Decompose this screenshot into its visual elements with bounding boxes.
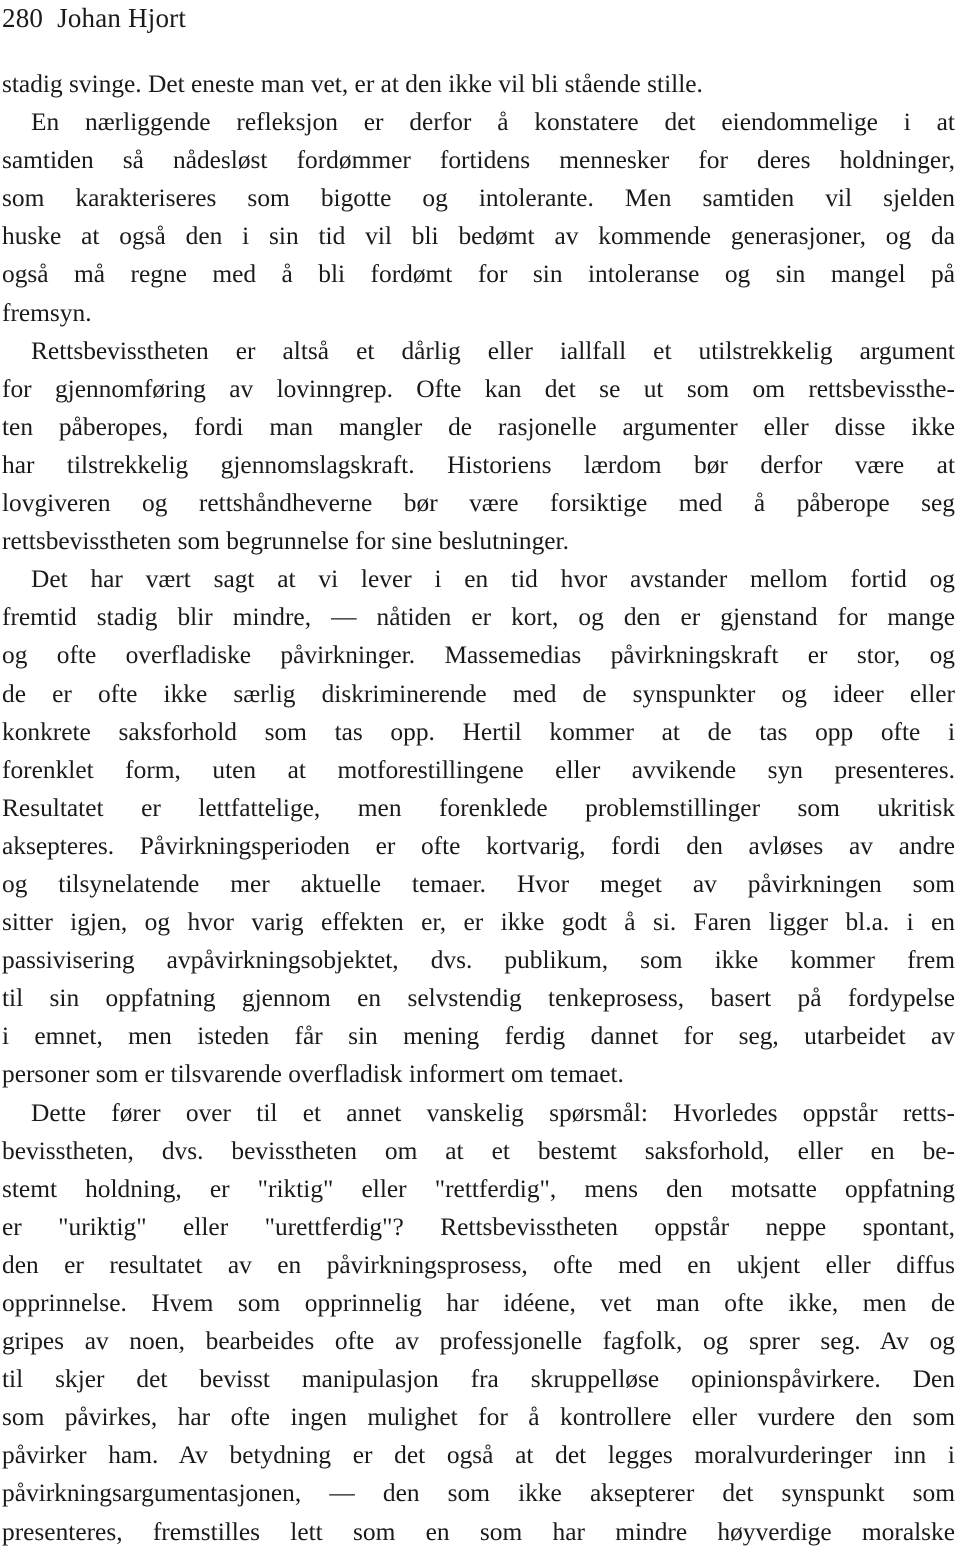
text-line: personer som er tilsvarende overfladisk informert om temaet. [2,1060,624,1089]
text-line: er "uriktig" eller "urettferdig"? Rettsbevisstheten oppstår neppe spontant, [2,1212,955,1241]
text-line: aksepteres. Påvirkningsperioden er ofte kortvarig, fordi den avløses av andre [2,831,955,860]
text-line: Rettsbevisstheten er altså et dårlig eller iallfall et utilstrekkelig argument [31,336,955,365]
body-text [2,65,955,1551]
text-line: for gjennomføring av lovinngrep. Ofte kan det se ut som om rettsbevissthe- [2,374,955,403]
text-line: har tilstrekkelig gjennomslagskraft. Historiens lærdom bør derfor være at [2,450,955,479]
text-line: lovgiveren og rettshåndheverne bør være forsiktige med å påberope seg [2,489,955,518]
text-line: og tilsynelatende mer aktuelle temaer. Hvor meget av påvirkningen som [2,869,955,898]
text-line: som påvirkes, har ofte ingen mulighet for å kontrollere eller vurdere den som [2,1403,955,1432]
text-line: stadig svinge. Det eneste man vet, er at den ikke vil bli stående stille. [2,70,703,98]
text-line: Dette fører over til et annet vanskelig spørsmål: Hvorledes oppstår retts- [31,1098,955,1127]
text-line: og ofte overfladiske påvirkninger. Massemedias påvirkningskraft er stor, og [2,641,955,670]
text-line: fremsyn. [2,298,92,327]
text-line: konkrete saksforhold som tas opp. Hertil kommer at de tas opp ofte i [2,717,955,746]
text-line: presenteres, fremstilles lett som en som har mindre høyverdige moralske [2,1517,955,1546]
text-line: også må regne med å bli fordømt for sin intoleranse og sin mangel på [2,260,955,289]
text-line: forenklet form, uten at motforestillingene eller avvikende syn presenteres. [2,755,955,784]
text-line: passivisering avpåvirkningsobjektet, dvs. publikum, som ikke kommer frem [2,946,955,975]
text-line: i emnet, men isteden får sin mening ferdig dannet for seg, utarbeidet av [2,1022,955,1051]
text-line: Det har vært sagt at vi lever i en tid hvor avstander mellom fortid og [31,565,955,594]
text-line: rettsbevisstheten som begrunnelse for sine beslutninger. [2,527,569,556]
text-line: Resultatet er lettfattelige, men forenklede problemstillinger som ukritisk [2,793,955,822]
text-line: En nærliggende refleksjon er derfor å konstatere det eiendommelige i at [31,108,955,137]
text-line: fremtid stadig blir mindre, — nåtiden er kort, og den er gjenstand for mange [2,603,955,632]
text-line: opprinnelse. Hvem som opprinnelig har idéene, vet man ofte ikke, men de [2,1289,955,1317]
text-line: til sin oppfatning gjennom en selvstendig tenkeprosess, basert på fordypelse [2,984,955,1013]
text-line: huske at også den i sin tid vil bli bedømt av kommende generasjoner, og da [2,222,955,251]
page-number: 280 [2,3,44,33]
text-line: påvirkningsargumentasjonen, — den som ikke aksepterer det synspunkt som [2,1479,955,1508]
text-line: samtiden så nådesløst fordømmer fortidens mennesker for deres holdninger, [2,146,955,175]
text-line: til skjer det bevisst manipulasjon fra skruppelløse opinionspåvirkere. Den [2,1365,955,1394]
text-line: sitter igjen, og hvor varig effekten er, er ikke godt å si. Faren ligger bl.a. i en [2,908,955,937]
author-name: Johan Hjort [57,3,187,33]
text-line: den er resultatet av en påvirkningsprosess, ofte med en ukjent eller diffus [2,1250,955,1279]
text-line: som karakteriseres som bigotte og intolerante. Men samtiden vil sjelden [2,184,955,213]
text-line: påvirker ham. Av betydning er det også at det legges moralvurderinger inn i [2,1441,955,1470]
running-head [2,2,186,34]
text-line: de er ofte ikke særlig diskriminerende med de synspunkter og ideer eller [2,679,955,708]
text-line: bevisstheten, dvs. bevisstheten om at et bestemt saksforhold, eller en be- [2,1136,955,1165]
text-line: gripes av noen, bearbeides ofte av professjonelle fagfolk, og sprer seg. Av og [2,1327,955,1356]
text-line: ten påberopes, fordi man mangler de rasjonelle argumenter eller disse ikke [2,412,955,441]
text-line: stemt holdning, er "riktig" eller "rettferdig", mens den motsatte oppfatning [2,1174,955,1203]
